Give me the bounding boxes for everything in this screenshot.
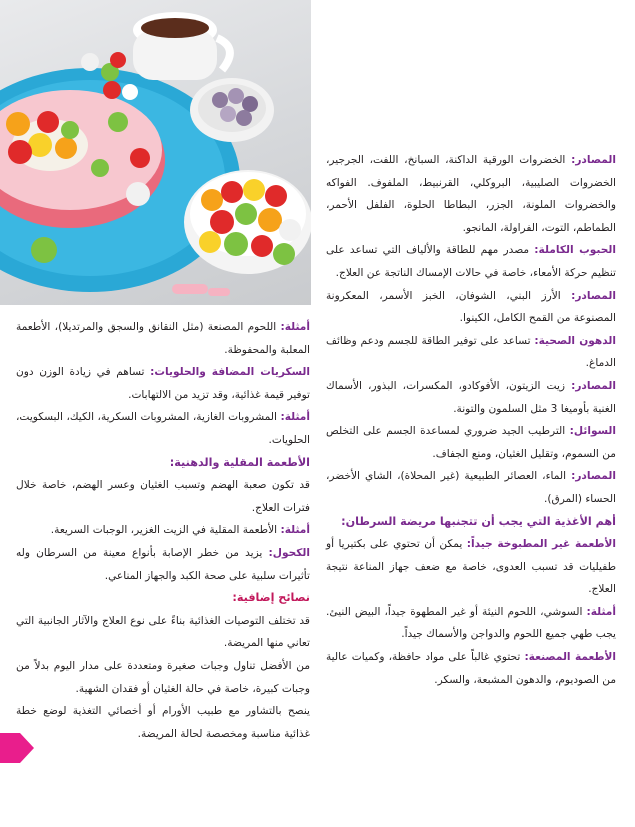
paragraph: أمثلة: المشروبات الغازية، المشروبات السكرية، الكيك، البسكويت، الحلويات. bbox=[16, 411, 310, 446]
sweets-photo bbox=[0, 0, 311, 305]
tip-item: ينصح بالتشاور مع طبيب الأورام أو أخصائي التغذية لوضع خطة غذائية مناسبة ومخصصة لحالة المريضة. bbox=[16, 705, 310, 740]
paragraph: قد تكون صعبة الهضم وتسبب الغثيان وعسر الهضم، خاصة خلال فترات العلاج. bbox=[16, 479, 310, 514]
tip-item: من الأفضل تناول وجبات صغيرة ومتعددة على مدار اليوم بدلاً من وجبات كبيرة، خاصة في حالة الغثيان أو فقدان الشهية. bbox=[16, 659, 310, 695]
paragraph: المصادر: الأرز البني، الشوفان، الخبز الأسمر، المعكرونة المصنوعة من القمح الكامل، الكينوا. bbox=[326, 289, 616, 325]
paragraph: السكريات المضافة والحلويات: تساهم في زيادة الوزن دون توفير قيمة غذائية، وقد تزيد من الالتهابات. bbox=[16, 366, 310, 401]
sweets-illustration bbox=[0, 0, 311, 305]
paragraph: أمثلة: السوشي، اللحوم النيئة أو غير المطهوة جيداً، البيض النيئ. يجب طهي جميع اللحوم والدواجن والأسماك جيداً. bbox=[326, 605, 616, 641]
paragraph: الأطعمة غير المطبوخة جيداً: يمكن أن تحتوي على بكتيريا أو طفيليات قد تسبب العدوى، خاصة مع ضعف جهاز المناعة نتيجة العلاج. bbox=[326, 538, 616, 596]
paragraph: المصادر: الخضروات الورقية الداكنة، السبانخ، اللفت، الجرجير، الخضروات الصليبية، البروكلي، القرنبيط، الملفوف. الفواكه والخضروات الملونة، الجزر، البطاطا الحلوة، الفلفل الأحمر، الطماطم، التوت، الفراولة، المانجو. bbox=[326, 154, 616, 234]
page-marker-icon bbox=[0, 733, 34, 763]
paragraph: أمثلة: الأطعمة المقلية في الزيت الغزير، الوجبات السريعة. bbox=[50, 524, 310, 537]
paragraph: السوائل: الترطيب الجيد ضروري لمساعدة الجسم على التخلص من السموم، وتقليل الغثيان، ومنع الجفاف. bbox=[326, 425, 616, 460]
paragraph: أمثلة: اللحوم المصنعة (مثل النقانق والسجق والمرتديلا)، الأطعمة المعلبة والمحفوظة. bbox=[16, 321, 310, 356]
subheading-fried-foods: الأطعمة المقلية والدهنية: bbox=[169, 455, 310, 469]
paragraph: المصادر: الماء، العصائر الطبيعية (غير المحلاة)، الشاي الأخضر، الحساء (المرق). bbox=[326, 470, 616, 505]
tip-item: قد تختلف التوصيات الغذائية بناءً على نوع العلاج والآثار الجانبية التي تعاني منها المريضة. bbox=[16, 614, 310, 650]
paragraph: المصادر: زيت الزيتون، الأفوكادو، المكسرات، البذور، الأسماك الغنية بأوميغا 3 مثل السلمون والتونة. bbox=[326, 379, 616, 415]
paragraph: الكحول: يزيد من خطر الإصابة بأنواع معينة من السرطان وله تأثيرات سلبية على صحة الكبد والجهاز المناعي. bbox=[16, 546, 310, 582]
paragraph: الحبوب الكاملة: مصدر مهم للطاقة والألياف التي تساعد على تنظيم حركة الأمعاء، خاصة في حالات الإمساك الناتجة عن العلاج. bbox=[326, 244, 616, 279]
paragraph: الأطعمة المصنعة: تحتوي غالباً على مواد حافظة، وكميات عالية من الصوديوم، والدهون المشبعة، والسكر. bbox=[326, 651, 616, 686]
section-heading: أهم الأغذية التي يجب أن تتجنبها مريضة السرطان: bbox=[341, 514, 616, 528]
right-column bbox=[326, 149, 616, 691]
left-column bbox=[16, 316, 310, 745]
paragraph: الدهون الصحية: تساعد على توفير الطاقة للجسم ودعم وظائف الدماغ. bbox=[326, 334, 616, 370]
tips-heading: نصائح إضافية: bbox=[232, 591, 310, 605]
